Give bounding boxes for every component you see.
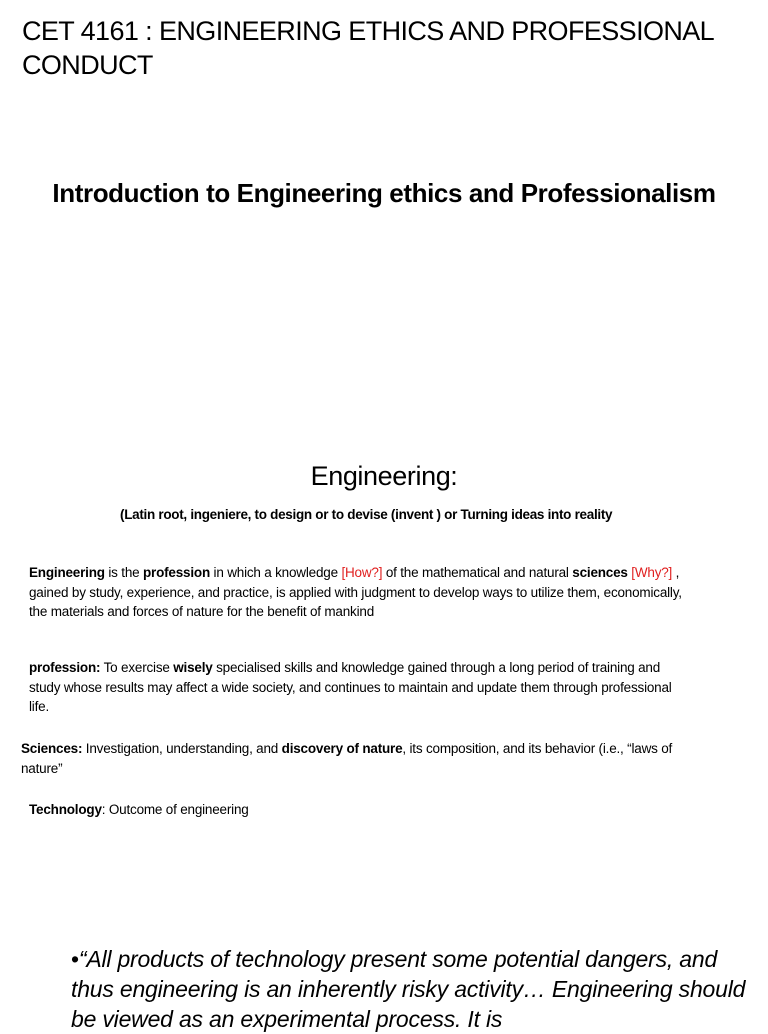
- engineering-text-2: in which a knowledge: [210, 565, 342, 580]
- engineering-text-1: is the: [104, 565, 143, 580]
- wisely-emphasis: wisely: [173, 660, 213, 675]
- engineering-heading: Engineering:: [310, 461, 458, 491]
- bullet-icon: •: [71, 946, 79, 972]
- engineering-definition: [29, 563, 689, 622]
- technology-definition: [29, 800, 689, 820]
- technology-label: Technology: [29, 802, 102, 817]
- sciences-text-2: , its composition, and its behavior (i.e., “laws of nature”: [21, 741, 673, 776]
- sciences-definition: [21, 739, 701, 778]
- sciences-text-1: Investigation, understanding, and: [82, 741, 282, 756]
- profession-text-1: To exercise: [100, 660, 174, 675]
- sciences-label: Sciences:: [21, 741, 83, 756]
- how-note: [How?]: [341, 565, 383, 580]
- why-note: [Why?]: [631, 565, 673, 580]
- engineering-text-5: , gained by study, experience, and practice, is applied with judgment to develop ways to utilize them, economically, the materials and forces of nature for the benefit of mankind: [29, 565, 682, 619]
- quote-text: “All products of technology present some potential dangers, and thus engineering is an inherently risky activity… Engineering should be viewed as an experimental process. It is: [71, 946, 746, 1032]
- engineering-term: Engineering: [29, 565, 105, 580]
- technology-text: : Outcome of engineering: [101, 802, 249, 817]
- intro-title: Introduction to Engineering ethics and Professionalism: [52, 178, 716, 208]
- profession-definition: [29, 658, 689, 717]
- profession-term: profession: [142, 565, 210, 580]
- profession-text-2: specialised skills and knowledge gained through a long period of training and study whose results may affect a wide society, and continues to maintain and update them through professional life.: [29, 660, 672, 714]
- quote-bullet-text: [71, 944, 761, 1034]
- sciences-term: sciences: [572, 565, 628, 580]
- profession-label: profession:: [29, 660, 101, 675]
- engineering-text-3: of the mathematical and natural: [382, 565, 573, 580]
- slide-title: CET 4161 : ENGINEERING ETHICS AND PROFESSIONAL CONDUCT: [22, 16, 714, 80]
- latin-root-note: (Latin root, ingeniere, to design or to devise (invent ) or Turning ideas into reality: [120, 507, 613, 522]
- discovery-emphasis: discovery of nature: [281, 741, 403, 756]
